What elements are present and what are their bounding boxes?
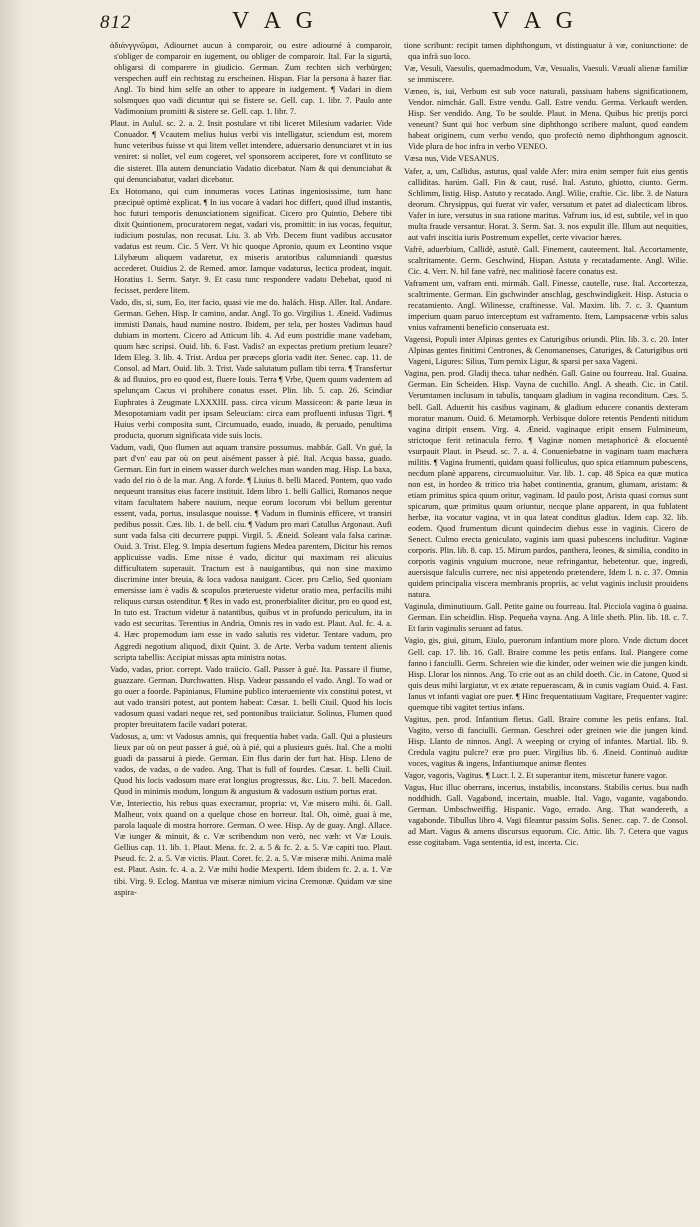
entry-paragraph: Væneo, is, iui, Verbum est sub voce naturali, passiuam habens significationem, Vendor. nimchár. Gall. Estre vendu. Gall. Estre vendu. Germa. Verkauft werden. Hisp. Ser vendido. Ang. To be soulde. Plaut. in Mena. Quibus hic pretijs porci veneunt? Sunt qui hoc verbum sine diphthongo scribere malunt, quod eandem habeat originem, cum verbo vendo, quo profectò nemo diphthongum agnoscit. Vide plura de hoc infra in verbo VENEO. [404, 87, 688, 152]
page-number: 812 [100, 12, 132, 33]
left-column [110, 40, 392, 1220]
entry-paragraph: Vado, vadas, prior. corrept. Vado traiicio. Gall. Passer à gué. Ita. Passare il fiume, guazzare. German. Durchwatten. Hisp. Vadear passando el vado. Angl. To wad or go ouer a foorde. Papinianus, Flumine publico interueniente vix constitui potest, vt aut vado transiri potest, aut pontem habeat: Cæsar. 1. belli Ciuil. Quod his locis vadosum quasi vadari neque ret, sed pontonibus traiiciatur. Solinus, Flumen quod propter breuitatem facile vadari poterat. [110, 664, 392, 729]
entry-paragraph: tione scribunt: recipit tamen diphthongum, vt distinguatur à væ, coniunctione: de qua infrà suo loco. [404, 41, 688, 62]
running-head-right: V A G [492, 8, 578, 34]
entry-paragraph: Vadum, vadi, Quo flumen aut aquam transire possumus. mabbár. Gall. Vn gué, la part d'vn' eau par où on peut aisément passer à pié. Ital. Acqua bassa, guado. German. Ein furt in einem wasser durch welches man wanden mag. Hisp. La baxa, vado del rio ò de la mar. Ang. A forde. ¶ Liuius 8. belli Maced. Pontem, quo vado nequeunt transitus eius facere instituit. Idem libro 1. belli Gallici, Romanos neque vitam facultatem habere nauium, neque eorum locorum vbi bellum gerentur essent, vada, portus, insulasque nouisse. ¶ Vadum in fluminis efficere, vt transiri pedibus possit. Cæs. lib. 1. de bell. ciu. ¶ Vadum pro mari Catullus Argonaut. Aufi sunt vada falsa citi decurrere puppi. Virgil. 5. Æneid. Soleant vala falsa carinæ. Ouid. 3. Trist. Eleg. 9. Impia desertum fugiens Medea parentem, Dicitur his remos applicuisse vadis. Eme nisse è vado, dicitur qui maximam rei alicuius difficultatem superauit. Tractum est à nauigantibus, qui non sine maximo discrimine inter breuia, & loca vadosa nauigant. Cicer. pro Cælio, Sed quoniam emersisse iam è vadis & scopulos præterueste videtur oratio mea, perfacilis mihi reliquus cursus ostenditur. ¶ Res in vado est, pronerbialiter dicitur, pro eo quod est, In tuto est. Tractum videtur à natantibus, quibus vt in profundo periculum, ita in vado est securitas. Terentius in Andria, Omnis res in vado est. Plaut. Aul. fc. 4. a. 4. Hæc propemodum iam esse in vado salutis res videtur. Tentare vadum, pro Aggredi negotium aliquod, dixit Quint. 3. de Arte. Verba vadum tentent alienis scripta tabellis: Accipiat missas apta ministra notas. [110, 442, 392, 662]
entry-paragraph: Vagensi, Populi inter Alpinas gentes ex Caturigibus oriundi. Plin. lib. 3. c. 20. Inter Alpinas gentes finitimi Centrones, & Cenomanenses, Caturiges, & Caturigibus orti Vageni, Ligures: Silius, Tum pernix Ligur, & sparsi per saxa Vageni. [404, 335, 688, 367]
entry-paragraph: Vafer, a, um, Callidus, astutus, qual valde Afer: mira enim semper fuit eius gentis calliditas. harúm. Gall. Fin & caut, rusé. Ital. Astuto, ghiotto, ciunto. Germ. Schlimm, listig. Hisp. Astuto y recatado. Angl. Wilie, craftie. Cic. libr. 3. de Natura deorum. Chrysippus, qui fuerat vir vafer, versutum et patet ad dialecticam libros. Vafer in iure, versutus in sua ratione maritus. Vafrum ius, id est, subtile, vel in quo multa fraude versantur. Horat. 3. Serm. Sat. 3. nos expulit ille. Illum aut nequities, aut vafri inscitia iuris Postremum expellet, certe vivacior hæres. [404, 166, 688, 242]
entry-paragraph: Væ, Vesuli, Vaesulis, quemadmodum, Væ, Vesualis, Vaesuli. Væuali alienæ familiæ se immiscere. [404, 64, 688, 85]
entry-paragraph: Vafrè, aduerbium, Callidè, astutè. Gall. Finement, cauteement. Ital. Accortamente, scaltritamente. Germ. Geschwind, Hispan. Astuta y recatadamente. Angl. Wilie. Cic. 4. Verr. N. hil fane vafrè, nec malitiosè facere conatus est. [404, 244, 688, 276]
running-head-left: V A G [232, 8, 318, 34]
entry-paragraph: Vaframent um, vafram enti. mirmáh. Gall. Finesse, cautelle, ruse. Ital. Accortezza, scaltrimente. German. Ein gschwinder anschlag, geschwindigkeit. Hisp. Astucia o recatamiento. Angl. Wilinesse, craftinesse. Val. Maxim. lib. 7. c. 3. Quantum imperium quam paruo interceptum est vaframento. Item, Lampsacenæ vrbis salus vnius vaframenti beneficio conseruata est. [404, 278, 688, 333]
page-header [0, 8, 700, 38]
entry-paragraph: Vadosus, a, um: vt Vadosus amnis, qui frequentia habet vada. Gall. Qui a plusieurs lieux par où on peut passer à gué, où à pié, qui a plusieurs gués. Ital. Che a molti guadi da passarui à piede. German. Ein flus darin der furt hat. Hisp. Lleno de vados, de vadas, o de vadeo. Ang. That is full of fourdes. Cæsar. 1. belli Ciuil. Quod his locis vadosum mare erat longius progressus, &c. Liu. 7. bell. Macedon. Quod in minimis modum, longum & angustum & vadosum ostium portus erat. [110, 731, 392, 797]
entry-paragraph: Ex Hotomano, qui cum innumeras voces Latinas ingeniosissime, tum hanc præcipuè optimè explicat. ¶ In ius vocare à vadari hoc differt, quod illud instantis, hoc futuri temporis denunciationem significat. Cicero pro Quintio, Debere tibi dixit Quintionem, procuratorem negat, vadari vis, promittit: in ius vocas, fequitur, iudicium postulas, non recusat. Liu. 3. ab Vrb. Decem fiunt vadibus accusator vadatus est reum. Cic. 5 Verr. Vt hic quoque Apronio, quum ex Leontino vsque Lilybæum aliquem vadaretur, ex miseris aratoribus calumniandi quæstus accederet. Ouidius 2. de Remed. amor. Iamque vadaturus, lectica prodeat, inquit. Horatius 1. Serm. Satyr. 9. Et casu tunc respondere vadato Debebat, quod ni fecisset, perdere litem. [110, 186, 392, 296]
column-divider [398, 40, 399, 1220]
right-column [404, 40, 688, 1220]
entry-paragraph: Vagio, gis, giui, gitum, Eiulo, puerorum infantium more ploro. Vnde dictum docet Gell. cap. 17. lib. 16. Gall. Braire comme les petis enfans. Ital. Piangere come fanno i fanciulli. Germ. Schreien wie die kinder, oder weinen wie die jungen kindt. Hisp. Llorar los ninnos. Ang. To crie out as an child doeth. Cic. in Catone, Quod si quis deus mihi largiatur, vt ex ætate repuerascam, & in cunis vagiam Ouid. 4. Fast. Ianus vt infanti vagiat ore puer. ¶ Hinc frequentatiuum Vagitare, Frequenter vagire: quemque tibi vagitet tertius infans. [404, 636, 688, 712]
entry-paragraph: ἀδιάνγγνῶμαι, Adiournet aucun à comparoir, ou estre adiourné à comparoir, s'obliger de comparoir en iugement, ou obliger de comparoir. Ital. Far la sigurtà, obligarsi di comparere in giudicio. German. Zum rechten sich verbürgen; verspechen auff ein rechtstag zu erscheinen. Hispan. Fiar la persona à hazer fiar. Angl. To bind him selfe an other to appeare in iudgement. ¶ Vadari in diem solsmques quo vadi dicuntur qui se fistere se. Gell. cap. 1. libr. 7. Paulo ante Vadimonium promitti & sistere se. Gell. cap. 1. libr. 7. [110, 41, 392, 117]
entry-paragraph: Vado, dis, si, sum, Eo, iter facio, quasi vie me do. halách. Hisp. Aller. Ital. Andare. German. Gehen. Hisp. Ir camino, andar. Angl. To go. Virgilius 1. Æneid. Vadimus immisti Danais, haud numine nostro. Ibidem, per tela, per hostes Vadimus haud dubiam in mortem. Cicero ad Atticum lib. 4. Ad eum postridie mane vadebam, quum hæc scripsi. Ouid. lib. 6. Fast. Vadis? an expectas pretium pretium leuare? Idem Eleg. 3. lib. 4. Trist. Ardua per præceps gloria vadit iter. Senec. cap. 11. de Consol. ad Mart. Ouid. lib. 3. Trist. Vade salutatum pullam tibi terra. ¶ Transfertur & ad fluuios, pro eo quod est, fluere Iouis. Terra ¶ Vrbe, Quem quum vadentem ad spelunçam Cacus vi prohibere conatus esset. Plin. lib. 5. cap. 26. Scindiar Euphrates à Zeugmate LXXXIII. pass. circa vicum Massiceon: & parte læua in Mesopotamiam vadit per ipsam Seleuciam: circa eam profluenti infusus Tigri. ¶ Huius verbi composita sunt, Circumuado, euado, inuado, & peruado, penultima producta, quorum significata vide suis locis. [110, 298, 392, 440]
entry-paragraph: Vagitus, pen. prod. Infantium fletus. Gall. Braire comme les petis enfans. Ital. Vagito, verso di fanciulli. German. Geschrei oder greinen wie die jungen kind. Hisp. Llanto de ninnos. Angl. A weeping or crying of infantes. Martial. lib. 9. Credula vagitu pulcre? eræ pro puer. Virgilius lib. 6. Æneid. Continuò auditæ voces, vagitus & ingens, Infantiumque animæ flentes [404, 714, 688, 768]
entry-paragraph: Vagor, vagoris, Vagitus. ¶ Lucr. l. 2. Et superantur item, miscetur funere vagor. [404, 771, 668, 781]
entry-paragraph: Væ, Interiectio, his rebus quas execramur, propria: vt, Væ misero mihi. ôi. Gall. Malheur, voix quand on a quelque chose en horreur. Ital. Oh, oimè, guai à me, parola laquale di mostra horrore. German. O wee. Hisp. Ay de guay. Angl. Allace. Væ iunger & minuit, & c. Væ scribendum non verò, nec væh: vt Væ Louis. Gellius cap. 11. lib. 1. Plaut. Mena. fc. 2. a. 5 & fc. 2. a. 5. Væ capiti tuo. Plaut. Pseud. fc. 2. a. 5. Væ victis. Plaut. Coret. fc. 2. a. 5. Væ miseræ mihi. Anima malè est. Plaut. Asin. fc. 4. a. 2. Væ mihi hodie Mexperti. Idem ibidem fc. 2. a. 1. Væ tibi. Virg. 9. Eclog. Mantua væ miseræ nimium vicina Cremonæ. Quidam væ sine aspira- [110, 799, 392, 897]
entry-paragraph: Væsa nus, Vide VESANUS. [404, 154, 499, 164]
entry-paragraph: Vagina, pen. prod. Gladij theca. tahar nedhén. Gall. Gaine ou fourreau. Ital. Guaina. German. Ein Scheiden. Hisp. Vayna de cuchillo. Angl. A sheath. Cic. in Catil. Verumtamen inclusum in tabulis, tanquam gladium in vagina reconditum. Cæs. 5. bell. Gall. Aduertit his casibus vaginam, & gladium educere conantis dexteram moratur manum. Ouid. 6. Metamorph. Verbisque dolore retentis Pendenti nitidum vagina diripit ensem. Virg. 4. Æneid. vaginaque eripit ensem Fulmineum, strictoque ferit retinacula ferro. ¶ Vaginæ nomen metaphoricè & elocuentè vsurpauit Plaut. in Pseud. sc. 7. a. 4. Conueniebatne in vaginam tuam machæra militis. ¶ Vagina frumenti, quidam quasi folliculus, quo spica etiamnum pubescens, necdum planè apparens, circumuoluitur. Var. lib. 1. cap. 48 Spica ea quæ mutica non est, in hordeo & tritico tria habet continentia, granum, glumam, aristam: & etiam primitus spica quum oritur, vaginam. Id paulo post, Arista quasi cornus sunt spicarum, quæ primitus quum oriuntur, necque plane apparent, in qua fublatent herbæ, ita vocatur vagina, vt in qua lateat conditus gladius. Idem cap. 32. lib. eodem. Quod frumentum dicunt quindecim diebus esse in vaginis. Cicero de Senect. Culmo erecta geniculato, vaginis iam quasi pubescens includitur. Vaginæ corporis. Plin. lib. 8. cap. 15. Mirum pardos, panthera, leones, & similia, condito in corporis vaginis vnguium mucrone, neue refringantur, hebetentur. que, ingredi, auersisque falculis currere, nec nisi appetendo prætendere, Idem l. n. c. 37. Omnia quidem principalia viscera membranis propriis, ac velut vaginis inclusit prouidens natura. [404, 369, 688, 600]
page-fold-shadow [0, 0, 26, 1227]
entry-paragraph: Vaginula, diminutiuum. Gall. Petite gaine ou fourreau. Ital. Picciola vagina ò guaina. German. Ein scheidlin. Hisp. Pequeña vayna. Ang. A litle sheth. Plin. lib. 18. c. 7. Et farin vaginulis seruant ad fatus. [404, 602, 688, 634]
entry-paragraph: Vagus, Huc illuc oberrans, incertus, instabilis, inconstans. Stabilis certus. bua nadh noddhidh. Gall. Vagabond, incertain, muable. Ital. Vago, vagante, vagabondo. German. Umbschweiffig. Hispanic. Vago, errado. Ang. That wandereth, a vagabonde. Tibullus libro 4. Vagi fileantur passim Solis. Senec. cap. 7. de Consol. ad Mart. Vagus & amens discursus equorum. Cic. Attic. lib. 7. Cetera que vagus esse cogitabam. Vaga sententia, id est, incerta. Cic. [404, 783, 688, 848]
entry-paragraph: Plaut. in Aulul. sc. 2. a. 2. Insit postulare vt tibi liceret Milesium vadarier. Vide Conuador. ¶ Vcautem melius huius verbi vis intelligatur, sciendum est, morem hunc veteribus fuisse vt qui litem vellet intendere, aduersario denunciaret vt in ius veniret: si nollet, vel eum cogeret, vel sponsorem acciperet, fore vt conflituto se die sisteret. Illa autem denunciatio Vadatio dicebatur. Nam & qui denunciabat & qui denunciabatur, vadari dicebatur. [110, 119, 392, 184]
